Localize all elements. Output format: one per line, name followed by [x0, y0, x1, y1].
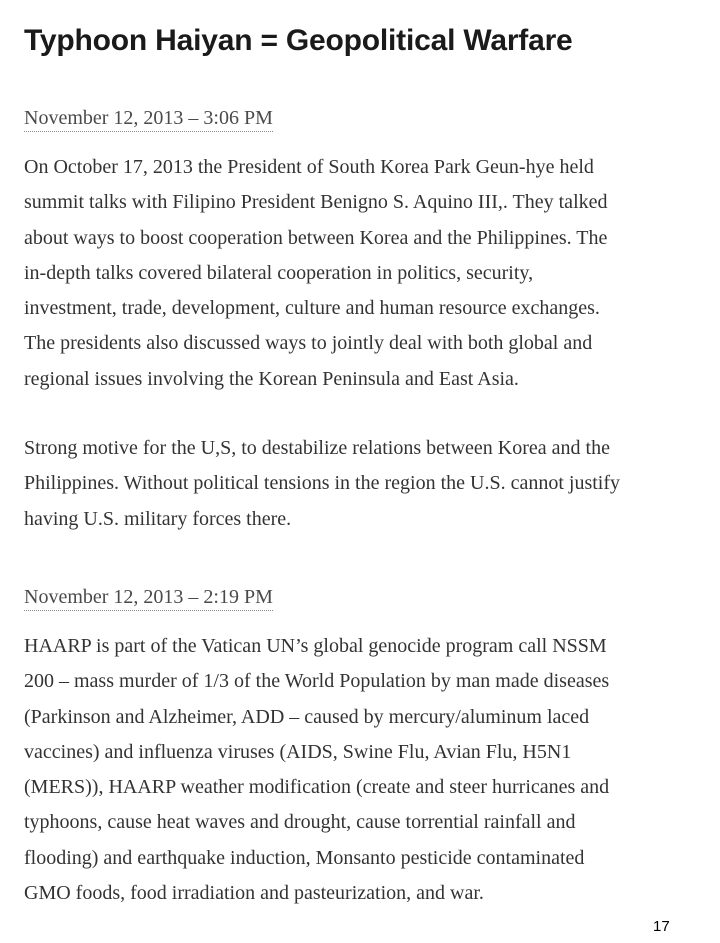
text-line: HAARP is part of the Vatican UN’s global genocide program call NSSM — [24, 635, 607, 657]
text-line: typhoons, cause heat waves and drought, cause torrential rainfall and — [24, 811, 576, 834]
text-line: Strong motive for the U,S, to destabilize relations between Korea and the — [24, 437, 610, 460]
text-line: flooding) and earthquake induction, Monsanto pesticide contaminated — [24, 846, 585, 869]
text-line: The presidents also discussed ways to jointly deal with both global and — [24, 332, 593, 355]
text-line: summit talks with Filipino President Benigno S. Aquino III,. They talked — [24, 191, 608, 214]
text-line: in-depth talks covered bilateral cooperation in politics, security, — [24, 261, 534, 284]
post-date-link[interactable]: November 12, 2013 – 3:06 PM — [24, 106, 273, 132]
post-entry — [24, 585, 714, 911]
text-line: regional issues involving the Korean Peninsula and East Asia. — [24, 367, 519, 390]
text-line: GMO foods, food irradiation and pasteurization, and war. — [24, 882, 484, 905]
text-line: On October 17, 2013 the President of South Korea Park Geun-hye held — [24, 156, 594, 178]
page-number: 17 — [653, 918, 670, 935]
post-date-link[interactable]: November 12, 2013 – 2:19 PM — [24, 585, 273, 611]
text-line: having U.S. military forces there. — [24, 507, 292, 530]
text-line: Philippines. Without political tensions in the region the U.S. cannot justify — [24, 472, 620, 495]
post-paragraph — [24, 431, 714, 537]
text-line: 200 – mass murder of 1/3 of the World Population by man made diseases — [24, 670, 610, 693]
post-paragraph — [24, 150, 714, 397]
text-line: investment, trade, development, culture and human resource exchanges. — [24, 297, 600, 320]
text-line: about ways to boost cooperation between Korea and the Philippines. The — [24, 226, 608, 249]
text-line: (Parkinson and Alzheimer, ADD – caused by mercury/aluminum laced — [24, 705, 590, 728]
post-paragraph — [24, 629, 714, 911]
page-title: Typhoon Haiyan = Geopolitical Warfare — [24, 24, 573, 57]
text-line: (MERS)), HAARP weather modification (create and steer hurricanes and — [24, 776, 610, 799]
post-entry — [24, 106, 714, 537]
text-line: vaccines) and influenza viruses (AIDS, Swine Flu, Avian Flu, H5N1 — [24, 740, 572, 763]
